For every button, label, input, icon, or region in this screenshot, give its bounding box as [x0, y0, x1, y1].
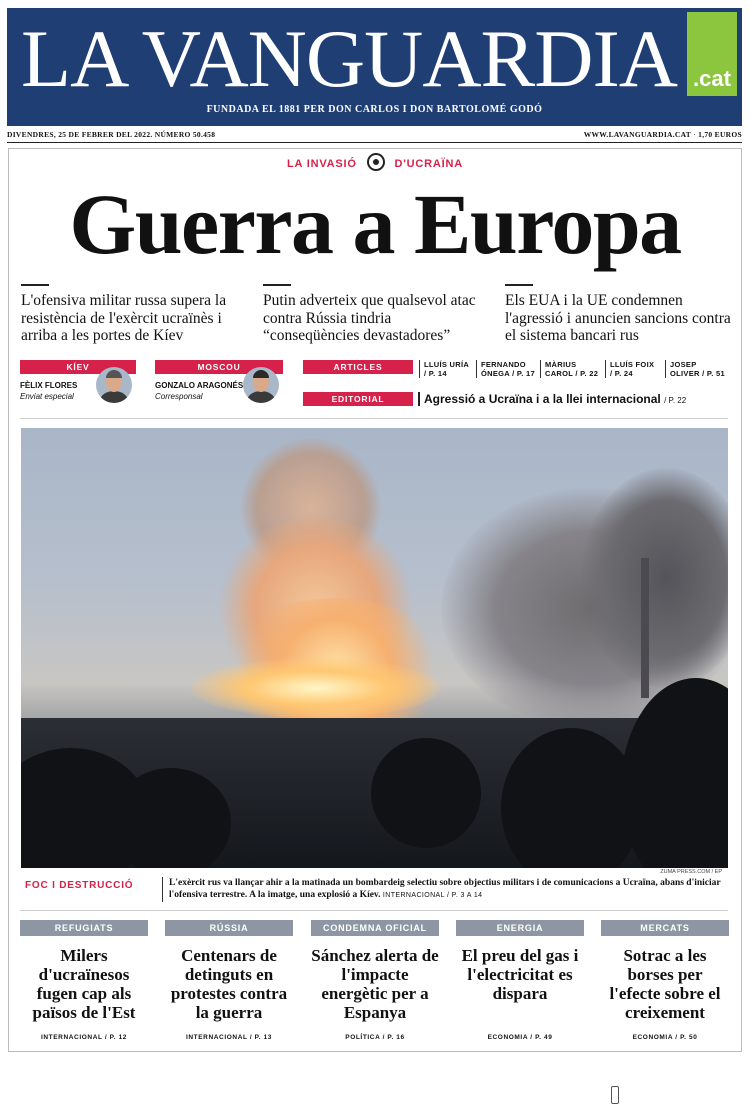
kicker-after: D'UCRAÏNA [394, 157, 463, 170]
deck-bar [21, 284, 49, 286]
caption-page-ref: INTERNACIONAL / P. 3 A 14 [382, 892, 483, 899]
photo-credit: ZUMA PRESS.COM / EP [660, 869, 722, 875]
price: 1,70 EUROS [698, 130, 742, 139]
article-author: JOSEP [670, 360, 697, 369]
avatar [96, 367, 132, 403]
newspaper-title: LA VANGUARDIA [21, 13, 677, 104]
caption-label: FOC I DESTRUCCIÓ [25, 880, 134, 891]
story-page-ref: POLÍTICA / P. 16 [345, 1034, 405, 1041]
editorial-title: Agressió a Ucraïna i a la llei internacional [424, 392, 661, 406]
article-ref[interactable] [605, 360, 654, 378]
story-card[interactable] [311, 920, 439, 1041]
story-tag: MERCATS [601, 920, 729, 936]
article-ref[interactable] [540, 360, 598, 378]
story-card[interactable] [20, 920, 148, 1041]
deck-1: L'ofensiva militar russa supera la resistència de l'exèrcit ucraïnès i arriba a les portes de Kíev [21, 292, 227, 344]
story-page-ref: ECONOMIA / P. 50 [632, 1034, 698, 1041]
article-page: OLIVER / P. 51 [670, 369, 725, 378]
story-headline: El preu del gas i l'electricitat es dispara [461, 946, 579, 1003]
article-ref[interactable] [419, 360, 469, 378]
article-page: / P. 24 [610, 369, 633, 378]
divider [7, 142, 742, 143]
story-headline: Centenars de detinguts en protestes contra la guerra [170, 946, 288, 1022]
deck-bar [505, 284, 533, 286]
correspondent-city-kiev: KÍEV [20, 360, 136, 374]
masthead-subtitle: FUNDADA EL 1881 PER DON CARLOS I DON BARTOLOMÉ GODÓ [206, 104, 543, 115]
article-page: / P. 14 [424, 369, 447, 378]
correspondent-name: FÈLIX FLORES [20, 381, 78, 390]
editorial-link[interactable] [418, 392, 686, 406]
deck-2: Putin adverteix que qualsevol atac contra Rússia tindria “conseqüències devastadores” [263, 292, 476, 344]
story-tag: ENERGIA [456, 920, 584, 936]
editorial-page: / P. 22 [664, 396, 687, 405]
kicker-before: LA INVASIÓ [287, 157, 357, 170]
story-card[interactable] [165, 920, 293, 1041]
article-author: FERNANDO [481, 360, 526, 369]
deck-bar [263, 284, 291, 286]
correspondent-role: Enviat especial [20, 392, 74, 401]
photo-caption [162, 877, 732, 902]
story-tag: RÚSSIA [165, 920, 293, 936]
story-card[interactable] [601, 920, 729, 1041]
article-author: LLUÍS URÍA [424, 360, 470, 369]
crosshair-icon [367, 153, 385, 171]
masthead [7, 8, 742, 126]
story-tag: CONDEMNA OFICIAL [311, 920, 439, 936]
divider [20, 418, 728, 419]
page-mark [611, 1086, 619, 1104]
main-headline: Guerra a Europa [69, 176, 681, 272]
dateline [7, 130, 742, 139]
deck-3: Els EUA i la UE condemnen l'agressió i anuncien sancions contra el sistema bancari rus [505, 292, 731, 344]
article-author: MÀRIUS [545, 360, 577, 369]
story-page-ref: INTERNACIONAL / P. 12 [40, 1034, 128, 1041]
correspondent-city-moscow: MOSCOU [155, 360, 283, 374]
main-photo [21, 428, 728, 868]
article-ref[interactable] [665, 360, 725, 378]
article-author: LLUÍS FOIX [610, 360, 655, 369]
editorial-label: EDITORIAL [303, 392, 413, 406]
correspondent-name: GONZALO ARAGONÉS [155, 381, 244, 390]
issue-date: DIVENDRES, 25 DE FEBRER DEL 2022. NÚMERO 50.458 [7, 130, 216, 139]
story-headline: Sotrac a les borses per l'efecte sobre el creixement [609, 946, 721, 1022]
article-page: ÓNEGA / P. 17 [481, 369, 535, 378]
cat-badge: .cat [687, 12, 737, 96]
articles-label: ARTICLES [303, 360, 413, 374]
story-page-ref: ECONOMIA / P. 49 [487, 1034, 553, 1041]
correspondent-role: Corresponsal [155, 392, 203, 401]
story-headline: Sánchez alerta de l'impacte energètic per a Espanya [311, 946, 439, 1022]
article-ref[interactable] [476, 360, 535, 378]
divider [20, 910, 728, 911]
section-kicker [0, 155, 750, 173]
story-page-ref: INTERNACIONAL / P. 13 [185, 1034, 273, 1041]
story-card[interactable] [456, 920, 584, 1041]
story-tag: REFUGIATS [20, 920, 148, 936]
caption-text: L'exèrcit rus va llançar ahir a la matinada un bombardeig selectiu sobre objectius militars i de comunicacions a Ucraïna, abans d'iniciar l'ofensiva terrestre. A la imatge, una explosió a Kíev. [169, 878, 721, 900]
story-headline: Milers d'ucraïnesos fugen cap als països de l'Est [32, 946, 136, 1022]
website-link[interactable]: WWW.LAVANGUARDIA.CAT [583, 130, 691, 139]
website-and-price: WWW.LAVANGUARDIA.CAT · 1,70 EUROS [583, 130, 742, 139]
article-page: CAROL / P. 22 [545, 369, 599, 378]
avatar [243, 367, 279, 403]
